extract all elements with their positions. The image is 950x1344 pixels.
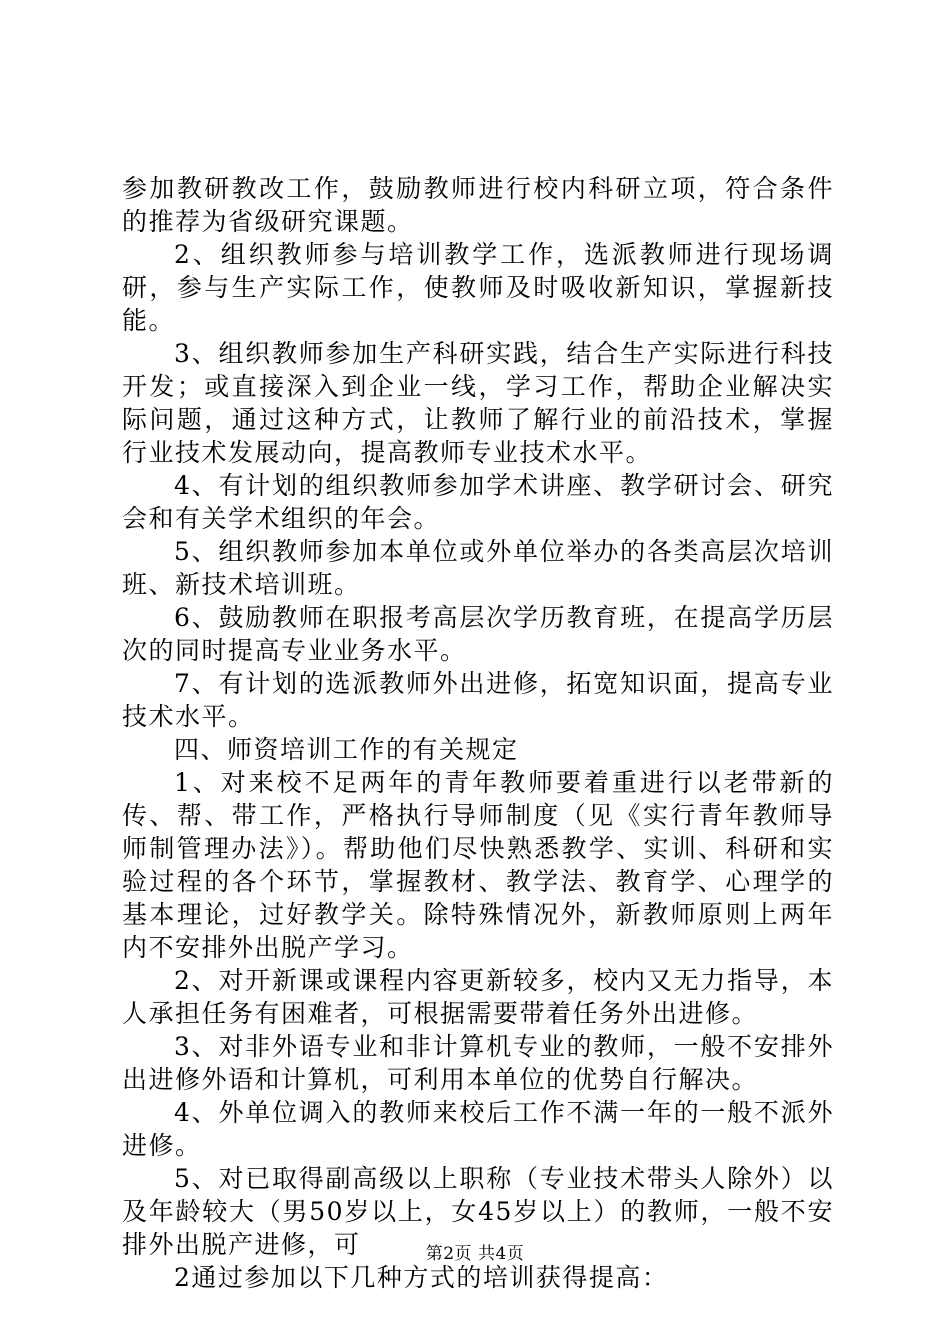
paragraph-9: 2、对开新课或课程内容更新较多，校内又无力指导，本人承担任务有困难者，可根据需要带着任务外出进修。 [122, 966, 834, 1028]
paragraph-10: 3、对非外语专业和非计算机专业的教师，一般不安排外出进修外语和计算机，可利用本单位的优势自行解决。 [122, 1032, 834, 1094]
paragraph-8: 1、对来校不足两年的青年教师要着重进行以老带新的传、帮、带工作，严格执行导师制度（见《实行青年教师导师制管理办法》）。帮助他们尽快熟悉教学、实训、科研和实验过程的各个环节，掌握教材、教学法、教育学、心理学的基本理论，过好教学关。除特殊情况外，新教师原则上两年内不安排外出脱产学习。 [122, 768, 834, 962]
paragraph-3: 4、有计划的组织教师参加学术讲座、教学研讨会、研究会和有关学术组织的年会。 [122, 471, 834, 533]
paragraph-6: 7、有计划的选派教师外出进修，拓宽知识面，提高专业技术水平。 [122, 669, 834, 731]
paragraph-5: 6、鼓励教师在职报考高层次学历教育班，在提高学历层次的同时提高专业业务水平。 [122, 603, 834, 665]
paragraph-0: 参加教研教改工作，鼓励教师进行校内科研立项，符合条件的推荐为省级研究课题。 [122, 174, 834, 236]
paragraph-1: 2、组织教师参与培训教学工作，选派教师进行现场调研，参与生产实际工作，使教师及时吸收新知识，掌握新技能。 [122, 240, 834, 335]
page-number-footer: 第2页 共4页 [425, 1244, 525, 1264]
document-body [122, 172, 834, 1294]
paragraph-13: 2通过参加以下几种方式的培训获得提高： [174, 1263, 669, 1292]
paragraph-12: 5、对已取得副高级以上职称（专业技术带头人除外）以及年龄较大（男50岁以上，女45岁以上）的教师，一般不安排外出脱产进修，可 [122, 1164, 834, 1259]
paragraph-4: 5、组织教师参加本单位或外单位举办的各类高层次培训班、新技术培训班。 [122, 537, 834, 599]
paragraph-2: 3、组织教师参加生产科研实践，结合生产实际进行科技开发；或直接深入到企业一线，学习工作，帮助企业解决实际问题，通过这种方式，让教师了解行业的前沿技术，掌握行业技术发展动向，提高教师专业技术水平。 [122, 339, 834, 467]
paragraph-11: 4、外单位调入的教师来校后工作不满一年的一般不派外进修。 [122, 1098, 834, 1160]
section-heading: 四、师资培训工作的有关规定 [174, 735, 519, 764]
